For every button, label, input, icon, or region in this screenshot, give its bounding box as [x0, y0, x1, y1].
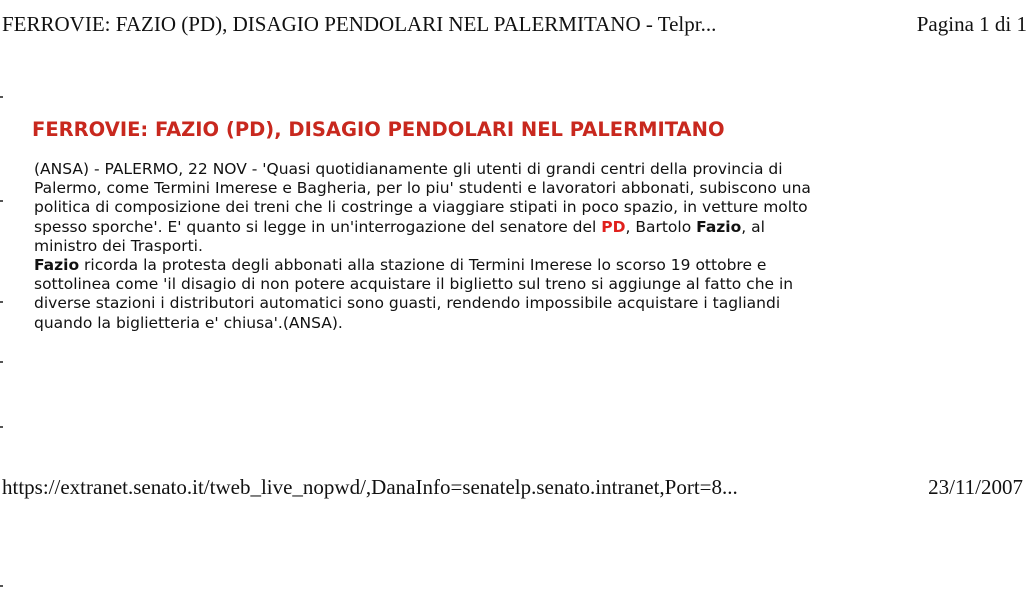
- text-line: diverse stazioni i distributori automatici sono guasti, rendendo impossibile acquistare i tagliandi: [34, 294, 781, 313]
- article-title: FERROVIE: FAZIO (PD), DISAGIO PENDOLARI NEL PALERMITANO: [32, 118, 725, 141]
- text-run: spesso sporche'. E' quanto si legge in un'interrogazione del senatore del: [34, 217, 602, 236]
- highlight-party: PD: [601, 217, 626, 236]
- text-line: (ANSA) - PALERMO, 22 NOV - 'Quasi quotidianamente gli utenti di grandi centri della provincia di: [34, 160, 783, 178]
- print-header-title: FERROVIE: FAZIO (PD), DISAGIO PENDOLARI NEL PALERMITANO - Telpr...: [2, 12, 717, 36]
- scan-margin-mark: [0, 426, 3, 428]
- text-line: ministro dei Trasporti.: [34, 236, 203, 255]
- text-line: quando la biglietteria e' chiusa'.(ANSA).: [34, 313, 343, 332]
- text-run: ricorda la protesta degli abbonati alla stazione di Termini Imerese lo scorso 19 ottobre e: [79, 256, 767, 275]
- scan-margin-mark: [0, 585, 3, 587]
- text-line: Palermo, come Termini Imerese e Bagheria, per lo piu' studenti e lavoratori abbonati, subiscono una: [34, 179, 811, 198]
- text-line: [34, 218, 1019, 237]
- scan-margin-mark: [0, 361, 3, 363]
- highlight-name: Fazio: [696, 217, 742, 236]
- text-line: politica di composizione dei treni che li costringe a viaggiare stipati in poco spazio, in vetture molto: [34, 198, 808, 217]
- text-line: [34, 256, 1019, 275]
- article-paragraph-1: [34, 160, 1019, 256]
- text-run: , Bartolo: [625, 217, 697, 236]
- scan-margin-mark: [0, 96, 3, 98]
- scan-margin-mark: [0, 301, 3, 303]
- print-footer-date: 23/11/2007: [928, 475, 1023, 499]
- text-line: sottolinea come 'il disagio di non potere acquistare il biglietto sul treno si aggiunge al fatto che in: [34, 275, 794, 294]
- print-header-page-number: Pagina 1 di 1: [916, 12, 1027, 36]
- scan-margin-mark: [0, 200, 3, 202]
- print-footer-url: https://extranet.senato.it/tweb_live_nopwd/,DanaInfo=senatelp.senato.intranet,Port=8...: [2, 475, 738, 499]
- highlight-name: Fazio: [34, 256, 80, 275]
- article-body: [34, 160, 1019, 333]
- article-paragraph-2: [34, 256, 1019, 333]
- text-run: , al: [741, 217, 765, 236]
